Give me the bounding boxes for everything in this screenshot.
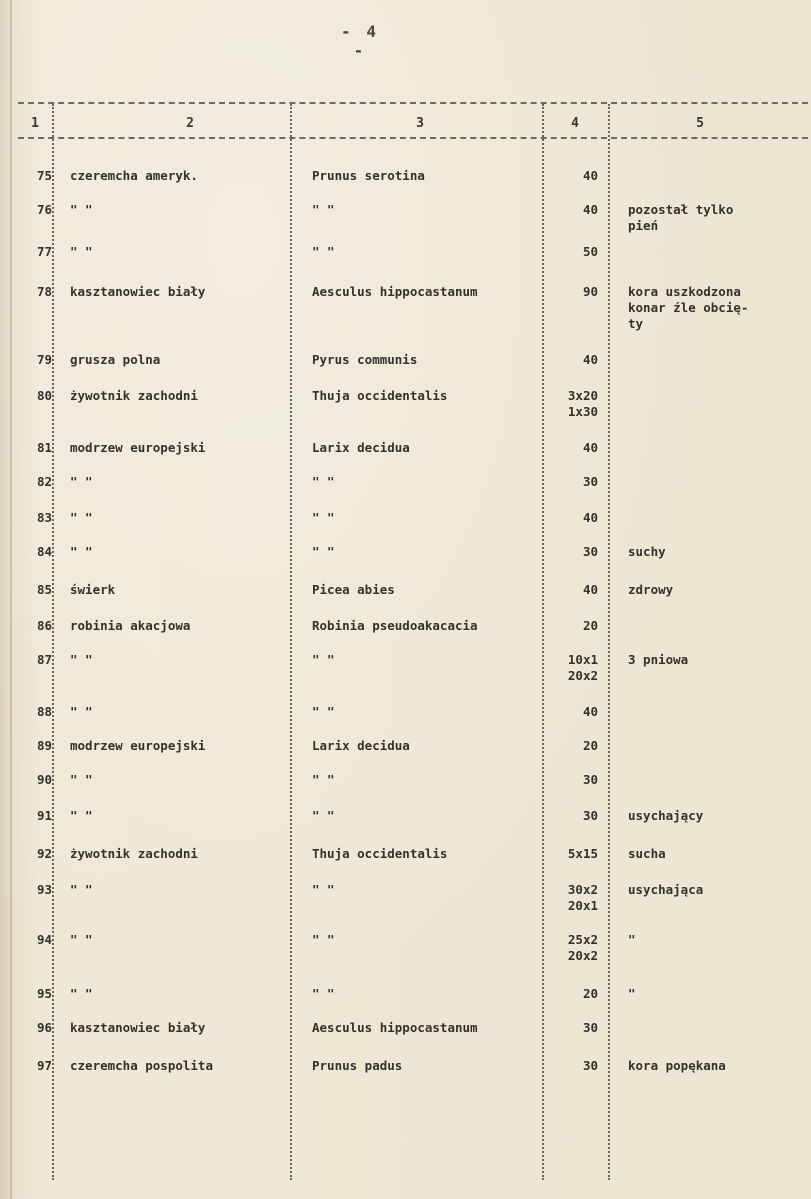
- column-header-1: 1: [31, 116, 39, 131]
- column-header-5: 5: [696, 116, 704, 131]
- row-number: 88: [36, 704, 52, 719]
- trunk-size: [540, 284, 598, 300]
- trunk-size-value: 10x1: [567, 652, 598, 667]
- latin-name: " ": [312, 544, 335, 559]
- latin-name: " ": [312, 652, 335, 667]
- trunk-size-value: 20: [582, 618, 598, 633]
- latin-name: Prunus serotina: [312, 168, 425, 183]
- latin-name: " ": [312, 932, 335, 947]
- remark-line: suchy: [628, 544, 666, 559]
- table-row: [0, 846, 811, 866]
- row-number: 80: [36, 388, 52, 403]
- remark-line: 3 pniowa: [628, 652, 689, 667]
- table-row: [0, 388, 811, 419]
- column-separator-2: [290, 104, 292, 1180]
- remark-line: pozostał tylko: [628, 202, 734, 217]
- trunk-size: [540, 772, 598, 788]
- latin-name: " ": [312, 986, 335, 1001]
- trunk-size: [540, 440, 598, 456]
- polish-name: " ": [70, 510, 93, 525]
- trunk-size-value: 1x30: [567, 404, 598, 419]
- polish-name: " ": [70, 544, 93, 559]
- row-number: 86: [36, 618, 52, 633]
- trunk-size-value: 90: [582, 284, 598, 299]
- polish-name: czeremcha pospolita: [70, 1058, 213, 1073]
- trunk-size: [540, 510, 598, 526]
- table-row: [0, 652, 811, 683]
- row-number: 94: [36, 932, 52, 947]
- trunk-size-value: 40: [582, 582, 598, 597]
- remark-line: konar źle obcię-: [628, 300, 749, 315]
- trunk-size-value: 25x2: [567, 932, 598, 947]
- trunk-size: [540, 474, 598, 490]
- table-row: [0, 738, 811, 758]
- table-row: [0, 202, 811, 233]
- column-separator-4: [608, 104, 610, 1180]
- remark-line: ": [628, 986, 636, 1001]
- polish-name: " ": [70, 474, 93, 489]
- latin-name: " ": [312, 704, 335, 719]
- polish-name: " ": [70, 772, 93, 787]
- table-row: [0, 932, 811, 963]
- remarks: [628, 882, 808, 898]
- table-row: [0, 440, 811, 460]
- trunk-size-value: 3x20: [567, 388, 598, 403]
- polish-name: " ": [70, 882, 93, 897]
- polish-name: świerk: [70, 582, 116, 597]
- remark-line: kora uszkodzona: [628, 284, 741, 299]
- trunk-size-value: 30: [582, 772, 598, 787]
- trunk-size-value: 40: [582, 704, 598, 719]
- trunk-size-value: 30: [582, 474, 598, 489]
- polish-name: " ": [70, 932, 93, 947]
- latin-name: " ": [312, 772, 335, 787]
- latin-name: Pyrus communis: [312, 352, 418, 367]
- polish-name: " ": [70, 652, 93, 667]
- trunk-size: [540, 808, 598, 824]
- column-separator-3: [542, 104, 544, 1180]
- table-row: [0, 618, 811, 638]
- trunk-size: [540, 704, 598, 720]
- polish-name: modrzew europejski: [70, 440, 206, 455]
- latin-name: " ": [312, 244, 335, 259]
- remark-line: pień: [628, 218, 659, 233]
- latin-name: Larix decidua: [312, 738, 410, 753]
- trunk-size-value: 20x2: [567, 948, 598, 963]
- trunk-size: [540, 244, 598, 260]
- table-row: [0, 1020, 811, 1040]
- table-header-rule: [18, 137, 808, 139]
- row-number: 87: [36, 652, 52, 667]
- row-number: 91: [36, 808, 52, 823]
- latin-name: Robinia pseudoakacacia: [312, 618, 478, 633]
- table-row: [0, 544, 811, 564]
- trunk-size-value: 50: [582, 244, 598, 259]
- column-header-4: 4: [571, 116, 579, 131]
- trunk-size-value: 30: [582, 1020, 598, 1035]
- trunk-size-value: 40: [582, 440, 598, 455]
- remarks: [628, 986, 808, 1002]
- row-number: 75: [36, 168, 52, 183]
- table-row: [0, 1058, 811, 1078]
- polish-name: czeremcha ameryk.: [70, 168, 198, 183]
- latin-name: " ": [312, 882, 335, 897]
- trunk-size: [540, 618, 598, 634]
- remark-line: ": [628, 932, 636, 947]
- remark-line: usychający: [628, 808, 704, 823]
- polish-name: " ": [70, 986, 93, 1001]
- table-row: [0, 352, 811, 372]
- remarks: [628, 932, 808, 948]
- table-row: [0, 772, 811, 792]
- remark-line: sucha: [628, 846, 666, 861]
- row-number: 82: [36, 474, 52, 489]
- trunk-size: [540, 582, 598, 598]
- latin-name: " ": [312, 474, 335, 489]
- row-number: 77: [36, 244, 52, 259]
- latin-name: " ": [312, 202, 335, 217]
- table-row: [0, 284, 811, 331]
- row-number: 76: [36, 202, 52, 217]
- row-number: 83: [36, 510, 52, 525]
- trunk-size: [540, 986, 598, 1002]
- polish-name: " ": [70, 808, 93, 823]
- row-number: 96: [36, 1020, 52, 1035]
- row-number: 92: [36, 846, 52, 861]
- table-row: [0, 244, 811, 264]
- row-number: 79: [36, 352, 52, 367]
- table-row: [0, 582, 811, 602]
- row-number: 85: [36, 582, 52, 597]
- latin-name: " ": [312, 808, 335, 823]
- trunk-size: [540, 652, 598, 684]
- row-number: 89: [36, 738, 52, 753]
- row-number: 81: [36, 440, 52, 455]
- remark-line: kora popękana: [628, 1058, 726, 1073]
- trunk-size-value: 40: [582, 510, 598, 525]
- latin-name: Prunus padus: [312, 1058, 403, 1073]
- polish-name: kasztanowiec biały: [70, 284, 206, 299]
- column-separator-1: [52, 104, 54, 1180]
- remarks: [628, 808, 808, 824]
- table-row: [0, 510, 811, 530]
- trunk-size: [540, 846, 598, 862]
- latin-name: Picea abies: [312, 582, 395, 597]
- polish-name: " ": [70, 244, 93, 259]
- remarks: [628, 846, 808, 862]
- remark-line: ty: [628, 316, 644, 331]
- row-number: 84: [36, 544, 52, 559]
- table-row: [0, 986, 811, 1006]
- trunk-size: [540, 544, 598, 560]
- latin-name: " ": [312, 510, 335, 525]
- trunk-size-value: 30x2: [567, 882, 598, 897]
- table-row: [0, 704, 811, 724]
- table-row: [0, 168, 811, 188]
- latin-name: Thuja occidentalis: [312, 388, 448, 403]
- trunk-size-value: 40: [582, 168, 598, 183]
- trunk-size-value: 20: [582, 986, 598, 1001]
- trunk-size-value: 5x15: [567, 846, 598, 861]
- table-row: [0, 474, 811, 494]
- trunk-size: [540, 352, 598, 368]
- trunk-size: [540, 202, 598, 218]
- page-number: - 4 -: [341, 22, 379, 60]
- row-number: 78: [36, 284, 52, 299]
- polish-name: modrzew europejski: [70, 738, 206, 753]
- remarks: [628, 284, 808, 332]
- remarks: [628, 202, 808, 234]
- trunk-size-value: 20x2: [567, 668, 598, 683]
- remark-line: usychająca: [628, 882, 704, 897]
- polish-name: kasztanowiec biały: [70, 1020, 206, 1035]
- latin-name: Aesculus hippocastanum: [312, 284, 478, 299]
- remarks: [628, 544, 808, 560]
- remarks: [628, 652, 808, 668]
- trunk-size: [540, 932, 598, 964]
- table-row: [0, 882, 811, 913]
- trunk-size-value: 20: [582, 738, 598, 753]
- trunk-size-value: 30: [582, 808, 598, 823]
- table-row: [0, 808, 811, 828]
- row-number: 93: [36, 882, 52, 897]
- trunk-size-value: 30: [582, 544, 598, 559]
- trunk-size-value: 40: [582, 352, 598, 367]
- latin-name: Larix decidua: [312, 440, 410, 455]
- trunk-size: [540, 1058, 598, 1074]
- trunk-size: [540, 738, 598, 754]
- trunk-size: [540, 882, 598, 914]
- column-header-2: 2: [186, 116, 194, 131]
- trunk-size: [540, 388, 598, 420]
- polish-name: żywotnik zachodni: [70, 846, 198, 861]
- polish-name: grusza polna: [70, 352, 161, 367]
- table-top-rule: [18, 102, 808, 104]
- polish-name: robinia akacjowa: [70, 618, 191, 633]
- trunk-size-value: 40: [582, 202, 598, 217]
- latin-name: Aesculus hippocastanum: [312, 1020, 478, 1035]
- remark-line: zdrowy: [628, 582, 674, 597]
- remarks: [628, 1058, 808, 1074]
- polish-name: " ": [70, 704, 93, 719]
- row-number: 97: [36, 1058, 52, 1073]
- trunk-size: [540, 1020, 598, 1036]
- remarks: [628, 582, 808, 598]
- polish-name: " ": [70, 202, 93, 217]
- row-number: 95: [36, 986, 52, 1001]
- trunk-size-value: 30: [582, 1058, 598, 1073]
- column-header-3: 3: [416, 116, 424, 131]
- row-number: 90: [36, 772, 52, 787]
- polish-name: żywotnik zachodni: [70, 388, 198, 403]
- latin-name: Thuja occidentalis: [312, 846, 448, 861]
- trunk-size-value: 20x1: [567, 898, 598, 913]
- trunk-size: [540, 168, 598, 184]
